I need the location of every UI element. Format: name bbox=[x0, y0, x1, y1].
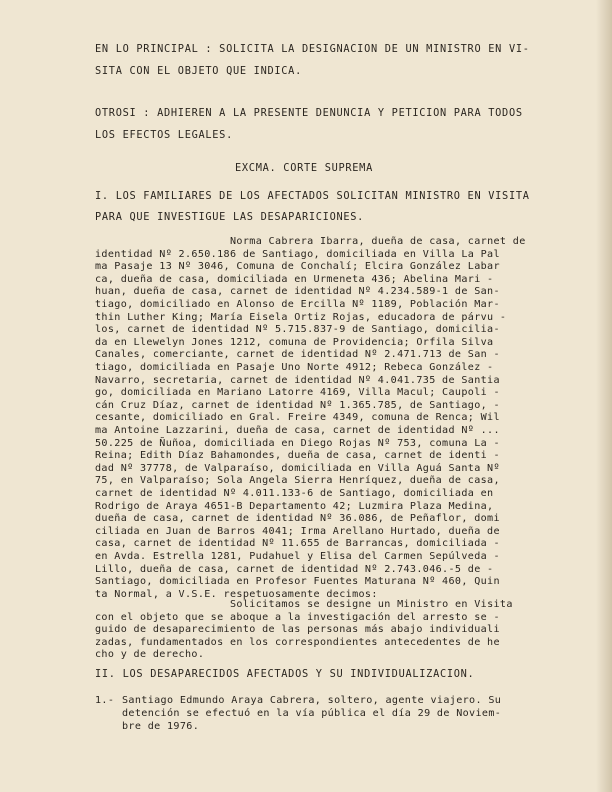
body-line: 50.225 de Ñuñoa, domiciliada en Diego Rojas Nº 753, comuna La - bbox=[95, 437, 500, 449]
header-otrosi-line: LOS EFECTOS LEGALES. bbox=[95, 129, 233, 141]
body-line: ma Antoine Lazzarini, dueña de casa, carnet de identidad Nº ... bbox=[95, 425, 500, 436]
body-line: thin Luther King; María Eisela Ortiz Rojas, educadora de párvu - bbox=[95, 311, 507, 323]
body-line: Solicitamos se designe un Ministro en Visita bbox=[230, 599, 513, 610]
body-line: Lillo, dueña de casa, carnet de identidad Nº 2.743.046.-5 de - bbox=[95, 563, 494, 575]
body-line: cho y de derecho. bbox=[95, 649, 205, 661]
body-line: ma Pasaje 13 Nº 3046, Comuna de Conchalí; Elcira González Labar bbox=[95, 261, 500, 273]
body-line: cán Cruz Díaz, carnet de identidad Nº 1.365.785, de Santiago, - bbox=[95, 399, 500, 411]
body-line: go, domiciliada en Mariano Latorre 4169, Villa Macul; Caupoli - bbox=[95, 387, 500, 399]
body-line: ciliada en Juan de Barros 4041; Irma Arellano Hurtado, dueña de bbox=[95, 525, 500, 537]
body-line: Norma Cabrera Ibarra, dueña de casa, carnet de bbox=[230, 236, 526, 247]
body-line: carnet de identidad Nº 4.011.133-6 de Santiago, domiciliada en bbox=[95, 488, 494, 499]
body-line: tiago, domiciliado en Alonso de Ercilla Nº 1189, Población Mar- bbox=[95, 299, 500, 310]
body-line: los, carnet de identidad Nº 5.715.837-9 de Santiago, domicilia- bbox=[95, 324, 500, 336]
body-line: cesante, domiciliado en Gral. Freire 4349, comuna de Renca; Wil bbox=[95, 412, 500, 424]
body-line: 75, en Valparaíso; Sola Angela Sierra Henríquez, dueña de casa, bbox=[95, 475, 500, 487]
header-otrosi-line: OTROSI : ADHIEREN A LA PRESENTE DENUNCIA Y PETICION PARA TODOS bbox=[95, 107, 523, 119]
body-line: Rodrigo de Araya 4651-B Departamento 42; Luzmira Plaza Medina, bbox=[95, 500, 494, 512]
body-line: en Avda. Estrella 1281, Pudahuel y Elisa del Carmen Sepúlveda - bbox=[95, 551, 500, 562]
body-line: huan, dueña de casa, carnet de identidad Nº 4.234.589-1 de San- bbox=[95, 286, 500, 298]
body-line: casa, carnet de identidad Nº 11.655 de Barrancas, domiciliada - bbox=[95, 538, 500, 550]
body-line: ca, dueña de casa, domiciliada en Urmeneta 436; Abelina Mari - bbox=[95, 273, 494, 285]
section-heading: PARA QUE INVESTIGUE LAS DESAPARICIONES. bbox=[95, 211, 365, 223]
court-address: EXCMA. CORTE SUPREMA bbox=[235, 162, 373, 174]
body-line: ta Normal, a V.S.E. respetuosamente decimos: bbox=[95, 588, 378, 600]
header-principal-line: EN LO PRINCIPAL : SOLICITA LA DESIGNACION DE UN MINISTRO EN VI- bbox=[95, 43, 530, 55]
body-line: dad Nº 37778, de Valparaíso, domiciliada en Villa Aguá Santa Nº bbox=[95, 462, 500, 474]
body-line: zadas, fundamentados en los correspondientes antecedentes de he bbox=[95, 636, 500, 648]
body-line: con el objeto que se aboque a la investigación del arresto se - bbox=[95, 611, 500, 623]
list-number: 1.- bbox=[95, 695, 115, 706]
body-line: identidad Nº 2.650.186 de Santiago, domiciliada en Villa La Pal bbox=[95, 248, 500, 260]
body-line: tiago, domiciliada en Pasaje Uno Norte 4912; Rebeca González - bbox=[95, 362, 494, 373]
header-principal-line: SITA CON EL OBJETO QUE INDICA. bbox=[95, 65, 302, 77]
section-heading: II. LOS DESAPARECIDOS AFECTADOS Y SU INDIVIDUALIZACION. bbox=[95, 668, 475, 680]
body-line: Reina; Edith Díaz Bahamondes, dueña de casa, carnet de identi - bbox=[95, 450, 500, 462]
body-line: guido de desaparecimiento de las personas más abajo individuali bbox=[95, 624, 500, 636]
body-line: da en Llewelyn Jones 1212, comuna de Providencia; Orfila Silva bbox=[95, 336, 494, 348]
body-line: Navarro, secretaria, carnet de identidad Nº 4.041.735 de Santia bbox=[95, 374, 500, 386]
body-line: Santiago, domiciliada en Profesor Fuentes Maturana Nº 460, Quin bbox=[95, 576, 500, 588]
body-line: Canales, comerciante, carnet de identidad Nº 2.471.713 de San - bbox=[95, 349, 500, 361]
section-heading: I. LOS FAMILIARES DE LOS AFECTADOS SOLICITAN MINISTRO EN VISITA bbox=[95, 190, 530, 202]
list-item-line: bre de 1976. bbox=[122, 721, 200, 732]
body-line: dueña de casa, carnet de identidad Nº 36.086, de Peñaflor, domi bbox=[95, 513, 500, 525]
list-item-line: Santiago Edmundo Araya Cabrera, soltero, agente viajero. Su bbox=[122, 695, 502, 706]
list-item-line: detención se efectuó en la vía pública el día 29 de Noviem- bbox=[122, 708, 502, 719]
